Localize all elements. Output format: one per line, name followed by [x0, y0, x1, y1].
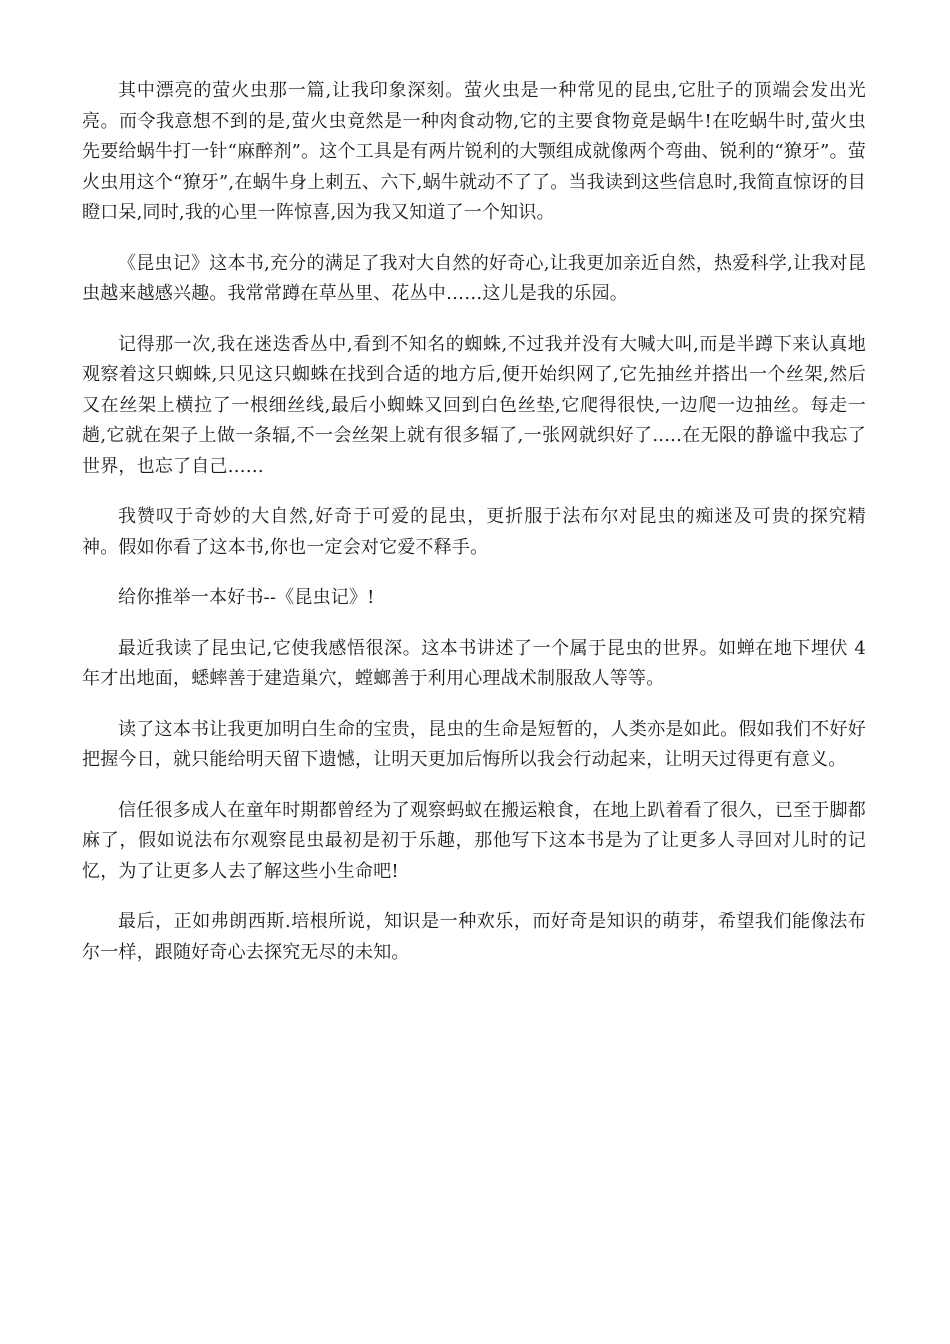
paragraph-recommend: 给你推举一本好书--《昆虫记》!: [118, 587, 375, 608]
document-body: [82, 76, 866, 988]
paragraph-curiosity: 《昆虫记》这本书,充分的满足了我对大自然的好奇心,让我更加亲近自然，热爱科学,让我对昆虫越来越感兴趣。我常常蹲在草丛里、花丛中……这儿是我的乐园。: [82, 252, 866, 304]
paragraph-life: 读了这本书让我更加明白生命的宝贵，昆虫的生命是短暂的，人类亦是如此。假如我们不好好把握今日，就只能给明天留下遗憾，让明天更加后悔所以我会行动起来，让明天过得更有意义。: [82, 718, 866, 770]
paragraph-admiration: 我赞叹于奇妙的大自然,好奇于可爱的昆虫，更折服于法布尔对昆虫的痴迷及可贵的探究精神。假如你看了这本书,你也一定会对它爱不释手。: [82, 506, 866, 558]
paragraph-spider: 记得那一次,我在迷迭香丛中,看到不知名的蜘蛛,不过我并没有大喊大叫,而是半蹲下来认真地观察着这只蜘蛛,只见这只蜘蛛在找到合适的地方后,便开始织网了,它先抽丝并搭出一个丝架,然后又在丝架上横拉了一根细丝线,最后小蜘蛛又回到白色丝垫,它爬得很快,一边爬一边抽丝。每走一趟,它就在架子上做一条辐,不一会丝架上就有很多辐了,一张网就织好了.....在无限的静谧中我忘了世界，也忘了自己……: [82, 333, 866, 477]
paragraph-firefly: 其中漂亮的萤火虫那一篇,让我印象深刻。萤火虫是一种常见的昆虫,它肚子的顶端会发出光亮。而令我意想不到的是,萤火虫竟然是一种肉食动物,它的主要食物竟是蜗牛!在吃蜗牛时,萤火虫先要给蜗牛打一针“麻醉剂”。这个工具是有两片锐利的大颚组成就像两个弯曲、锐利的“獠牙”。萤火虫用这个“獠牙”,在蜗牛身上刺五、六下,蜗牛就动不了了。当我读到这些信息时,我简直惊讶的目瞪口呆,同时,我的心里一阵惊喜,因为我又知道了一个知识。: [82, 80, 866, 223]
paragraph-insect-world: 最近我读了昆虫记,它使我感悟很深。这本书讲述了一个属于昆虫的世界。如蝉在地下埋伏 4 年才出地面，蟋蟀善于建造巢穴，螳螂善于利用心理战术制服敌人等等。: [82, 637, 866, 689]
paragraph-conclusion: 最后，正如弗朗西斯.培根所说，知识是一种欢乐，而好奇是知识的萌芽，希望我们能像法布尔一样，跟随好奇心去探究无尽的未知。: [82, 911, 866, 963]
paragraph-childhood: 信任很多成人在童年时期都曾经为了观察蚂蚁在搬运粮食，在地上趴着看了很久，已至于脚都麻了，假如说法布尔观察昆虫最初是初于乐趣，那他写下这本书是为了让更多人寻回对儿时的记忆，为了让更多人去了解这些小生命吧!: [82, 799, 866, 882]
